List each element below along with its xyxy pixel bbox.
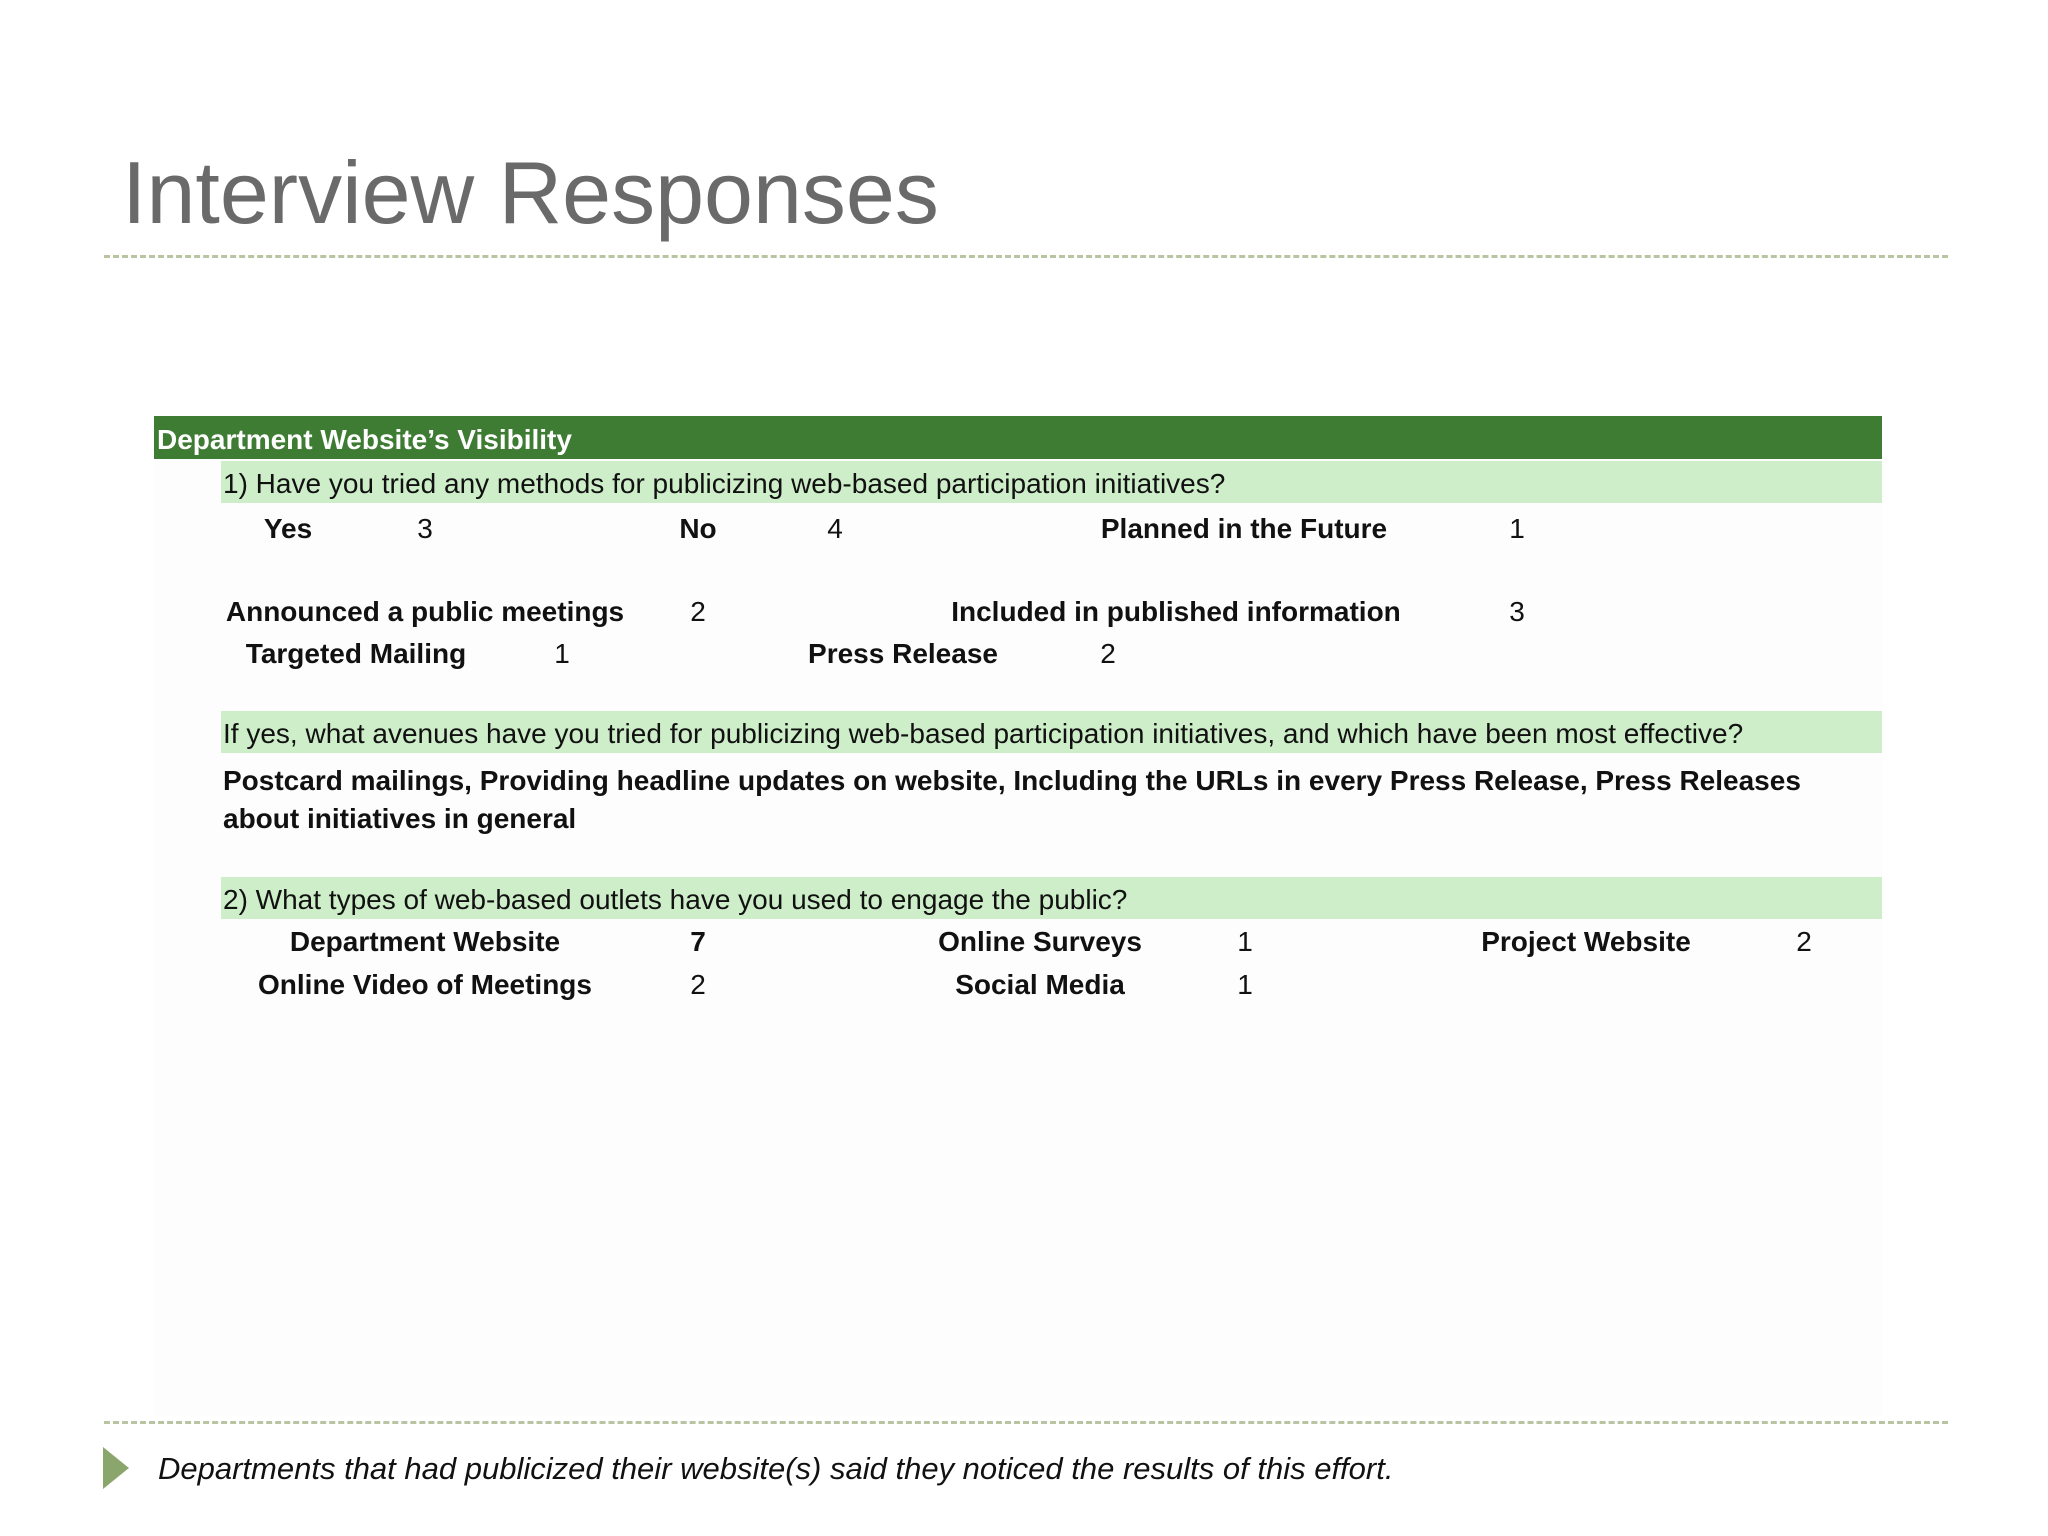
method-label-public-meetings: Announced a public meetings — [225, 596, 625, 627]
title-divider — [104, 255, 1948, 258]
outlet-label-social-media: Social Media — [955, 969, 1125, 1000]
method-value-published-information: 3 — [1509, 596, 1525, 627]
outlet-label-project-website: Project Website — [1481, 926, 1691, 957]
response-value-yes: 3 — [417, 513, 433, 544]
outlet-label-online-video: Online Video of Meetings — [258, 969, 592, 1000]
outlet-value-department-website: 7 — [690, 926, 706, 957]
triangle-bullet-icon — [103, 1447, 129, 1489]
method-label-targeted-mailing: Targeted Mailing — [245, 638, 467, 669]
slide-title: Interview Responses — [122, 143, 939, 242]
method-label-press-release: Press Release — [808, 638, 998, 669]
method-value-press-release: 2 — [1100, 638, 1116, 669]
question-1-text: 1) Have you tried any methods for publicizing web-based participation initiatives? — [223, 468, 1226, 499]
outlet-value-online-surveys: 1 — [1237, 926, 1253, 957]
response-value-no: 4 — [827, 513, 843, 544]
question-1b-text: If yes, what avenues have you tried for publicizing web-based participation initiatives, and which have been most effective? — [223, 718, 1744, 749]
response-label-no: No — [679, 513, 717, 544]
question-1b-answer: Postcard mailings, Providing headline updates on website, Including the URLs in every Press Release, Press Releases about initiatives in general — [223, 765, 1801, 834]
outlet-value-social-media: 1 — [1237, 969, 1253, 1000]
outlet-label-online-surveys: Online Surveys — [938, 926, 1142, 957]
method-value-public-meetings: 2 — [690, 596, 706, 627]
method-value-targeted-mailing: 1 — [554, 638, 570, 669]
outlet-value-online-video: 2 — [690, 969, 706, 1000]
response-label-yes: Yes — [263, 513, 313, 544]
response-label-planned: Planned in the Future — [1100, 513, 1388, 544]
section-header-title: Department Website’s Visibility — [157, 424, 572, 455]
footer-divider — [104, 1421, 1948, 1424]
outlet-value-project-website: 2 — [1796, 926, 1812, 957]
outlet-label-department-website: Department Website — [289, 926, 561, 957]
question-2-text: 2) What types of web-based outlets have you used to engage the public? — [223, 884, 1128, 915]
response-value-planned: 1 — [1509, 513, 1525, 544]
footer-note: Departments that had publicized their website(s) said they noticed the results of this effort. — [158, 1451, 1394, 1486]
method-label-published-information: Included in published information — [951, 596, 1401, 627]
